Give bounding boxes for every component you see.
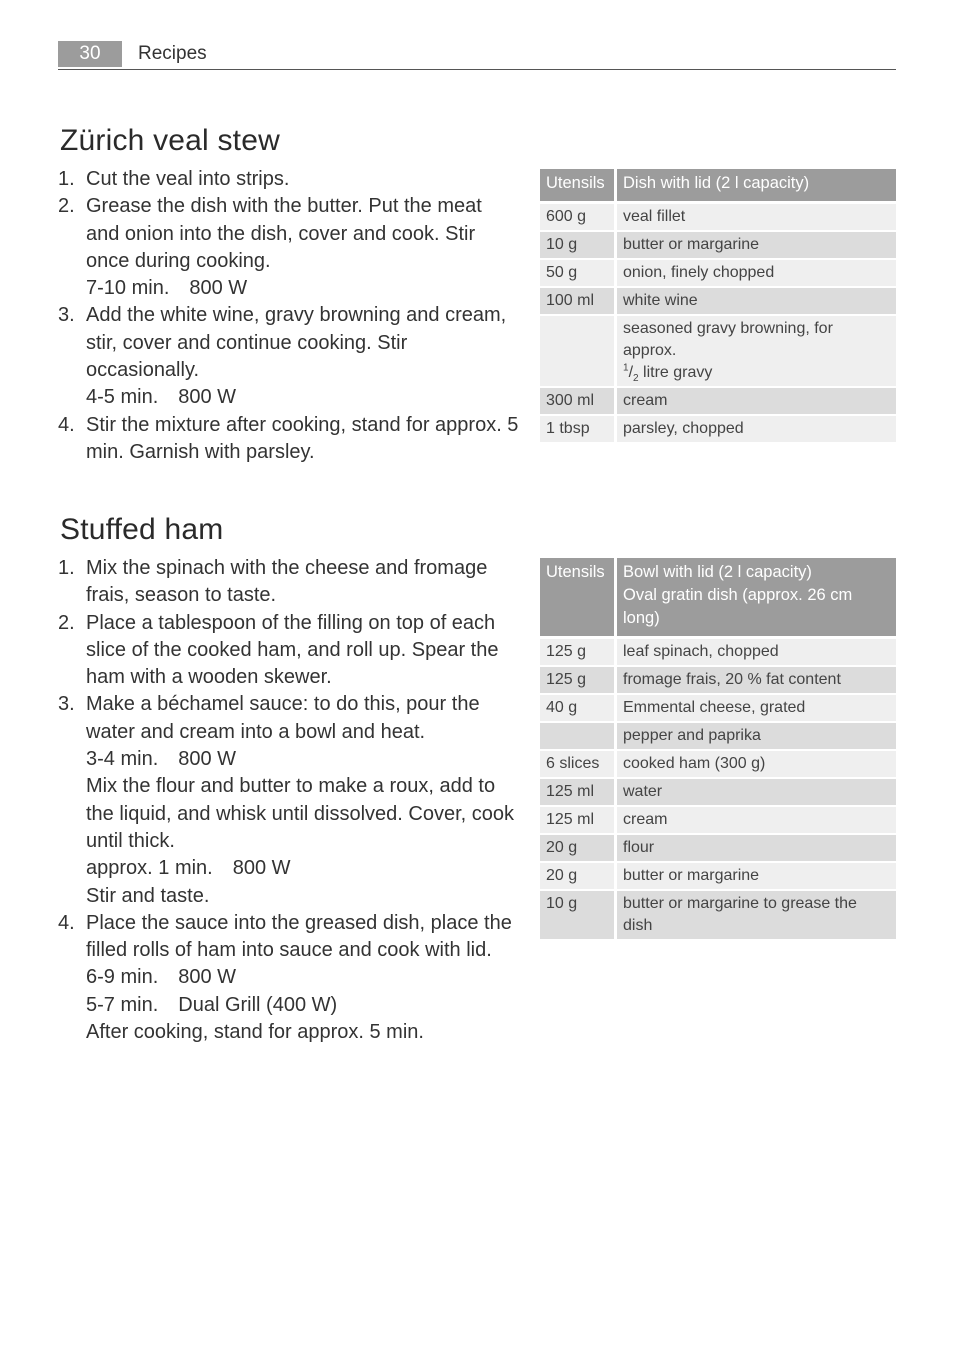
power-value: 800 W xyxy=(189,277,248,300)
table-row xyxy=(540,314,896,386)
step-text: Stir and taste. xyxy=(86,884,210,907)
table-header-dish: Dish with lid (2 l capacity) xyxy=(617,169,896,201)
fraction-line: $^1/_2$ litre gravy xyxy=(623,362,713,385)
table-row xyxy=(540,693,896,721)
step-number: 1. xyxy=(58,168,75,190)
step-number: 4. xyxy=(58,911,75,934)
section-name: Recipes xyxy=(138,43,207,64)
ingredients-table xyxy=(540,169,896,442)
time-value: 7-10 min. xyxy=(86,277,170,300)
dish-line: Bowl with lid (2 l capacity) xyxy=(623,563,812,581)
ingredient-cell: pepper and paprika xyxy=(617,721,896,749)
step-text: After cooking, stand for approx. 5 min. xyxy=(86,1021,424,1044)
step xyxy=(58,166,520,193)
ingredients-table xyxy=(540,558,896,939)
quantity-cell: 20 g xyxy=(540,861,617,889)
quantity-cell: 125 g xyxy=(540,639,617,665)
time-value: approx. 1 min. xyxy=(86,857,213,880)
table-row xyxy=(540,805,896,833)
table-row xyxy=(540,258,896,286)
step-text: Place a tablespoon of the filling on top of each slice of the cooked ham, and roll up. Spear the ham with a wooden skewer. xyxy=(86,611,499,689)
ingredient-cell: butter or margarine to grease the dish xyxy=(617,889,896,939)
ingredient-cell: veal fillet xyxy=(617,204,896,230)
ingredient-cell: cream xyxy=(617,805,896,833)
ingredient-cell: butter or margarine xyxy=(617,230,896,258)
step-text: Make a béchamel sauce: to do this, pour the water and cream into a bowl and heat. xyxy=(86,693,480,743)
step xyxy=(58,302,520,411)
table-row xyxy=(540,861,896,889)
ingredient-cell: water xyxy=(617,777,896,805)
step-number: 3. xyxy=(58,693,75,716)
quantity-cell: 1 tbsp xyxy=(540,414,617,442)
quantity-cell: 100 ml xyxy=(540,286,617,314)
table-header-dish xyxy=(617,558,896,636)
quantity-cell: 50 g xyxy=(540,258,617,286)
table-row xyxy=(540,665,896,693)
step xyxy=(58,910,520,1046)
step-text: Mix the spinach with the cheese and fromage frais, season to taste. xyxy=(86,557,488,607)
ingredient-cell: cream xyxy=(617,386,896,414)
recipe-steps xyxy=(58,166,520,466)
step-text: Mix the flour and butter to make a roux, add to the liquid, and whisk until dissolved. Cover, cook until thick. xyxy=(86,775,515,852)
step-text: Add the white wine, gravy browning and cream, stir, cover and continue cooking. Stir occasionally. xyxy=(86,304,507,382)
table-row xyxy=(540,204,896,230)
step-text: Place the sauce into the greased dish, place the filled rolls of ham into sauce and cook with lid. xyxy=(86,911,512,962)
step-number: 2. xyxy=(58,195,75,218)
ingredient-cell: flour xyxy=(617,833,896,861)
step-text: Stir the mixture after cooking, stand for approx. 5 min. Garnish with parsley. xyxy=(86,413,519,463)
step xyxy=(58,691,520,909)
table-row xyxy=(540,386,896,414)
table-row xyxy=(540,286,896,314)
quantity-cell xyxy=(540,721,617,749)
table-row xyxy=(540,777,896,805)
cooking-time xyxy=(86,384,520,411)
page-number: 30 xyxy=(58,41,122,67)
cooking-time xyxy=(86,746,520,773)
quantity-cell: 300 ml xyxy=(540,386,617,414)
power-value: 800 W xyxy=(178,748,237,771)
ingredient-cell: white wine xyxy=(617,286,896,314)
fraction-rest: litre gravy xyxy=(638,364,713,381)
ingredient-text: seasoned gravy browning, for approx. xyxy=(623,320,833,359)
table-row xyxy=(540,230,896,258)
ingredient-cell xyxy=(617,314,896,386)
cooking-time xyxy=(86,855,520,882)
ingredient-cell: cooked ham (300 g) xyxy=(617,749,896,777)
step-text: Grease the dish with the butter. Put the meat and onion into the dish, cover and cook. Stir once during cooking. xyxy=(86,195,482,272)
step xyxy=(58,555,520,610)
power-value: 800 W xyxy=(178,386,237,409)
step xyxy=(58,610,520,692)
ingredient-cell: fromage frais, 20 % fat content xyxy=(617,665,896,693)
step xyxy=(58,412,520,467)
ingredient-cell: parsley, chopped xyxy=(617,414,896,442)
quantity-cell: 125 ml xyxy=(540,805,617,833)
power-value: 800 W xyxy=(232,857,291,880)
time-value: 4-5 min. xyxy=(86,386,159,409)
step-text: Cut the veal into strips. xyxy=(86,168,290,190)
quantity-cell: 125 g xyxy=(540,665,617,693)
quantity-cell xyxy=(540,314,617,386)
fraction-denominator: 2 xyxy=(633,373,639,385)
step-number: 4. xyxy=(58,413,75,436)
ingredient-cell: butter or margarine xyxy=(617,861,896,889)
dish-line: Oval gratin dish (approx. 26 cm long) xyxy=(623,586,853,627)
step xyxy=(58,193,520,302)
ingredient-cell: onion, finely chopped xyxy=(617,258,896,286)
table-row xyxy=(540,721,896,749)
recipe-title: Zürich veal stew xyxy=(60,124,280,157)
table-row xyxy=(540,749,896,777)
quantity-cell: 20 g xyxy=(540,833,617,861)
table-row xyxy=(540,889,896,939)
table-row xyxy=(540,833,896,861)
cooking-time xyxy=(86,992,520,1019)
table-row xyxy=(540,639,896,665)
time-value: 6-9 min. xyxy=(86,966,159,989)
cooking-time xyxy=(86,964,520,991)
cooking-time xyxy=(86,275,520,302)
quantity-cell: 10 g xyxy=(540,889,617,939)
time-value: 5-7 min. xyxy=(86,993,159,1016)
recipe-steps xyxy=(58,555,520,1046)
table-row xyxy=(540,414,896,442)
time-value: 3-4 min. xyxy=(86,748,159,771)
table-header-utensils: Utensils xyxy=(540,558,617,636)
quantity-cell: 125 ml xyxy=(540,777,617,805)
power-value: 800 W xyxy=(178,966,237,989)
fraction-numerator: 1 xyxy=(623,362,629,374)
ingredient-cell: Emmental cheese, grated xyxy=(617,693,896,721)
recipe-title: Stuffed ham xyxy=(60,513,224,546)
step-number: 2. xyxy=(58,611,75,634)
quantity-cell: 6 slices xyxy=(540,749,617,777)
quantity-cell: 10 g xyxy=(540,230,617,258)
step-number: 1. xyxy=(58,557,75,579)
ingredient-cell: leaf spinach, chopped xyxy=(617,639,896,665)
step-number: 3. xyxy=(58,304,75,327)
power-value: Dual Grill (400 W) xyxy=(178,993,338,1016)
quantity-cell: 40 g xyxy=(540,693,617,721)
table-header-utensils: Utensils xyxy=(540,169,617,201)
quantity-cell: 600 g xyxy=(540,204,617,230)
page-header xyxy=(58,38,896,70)
